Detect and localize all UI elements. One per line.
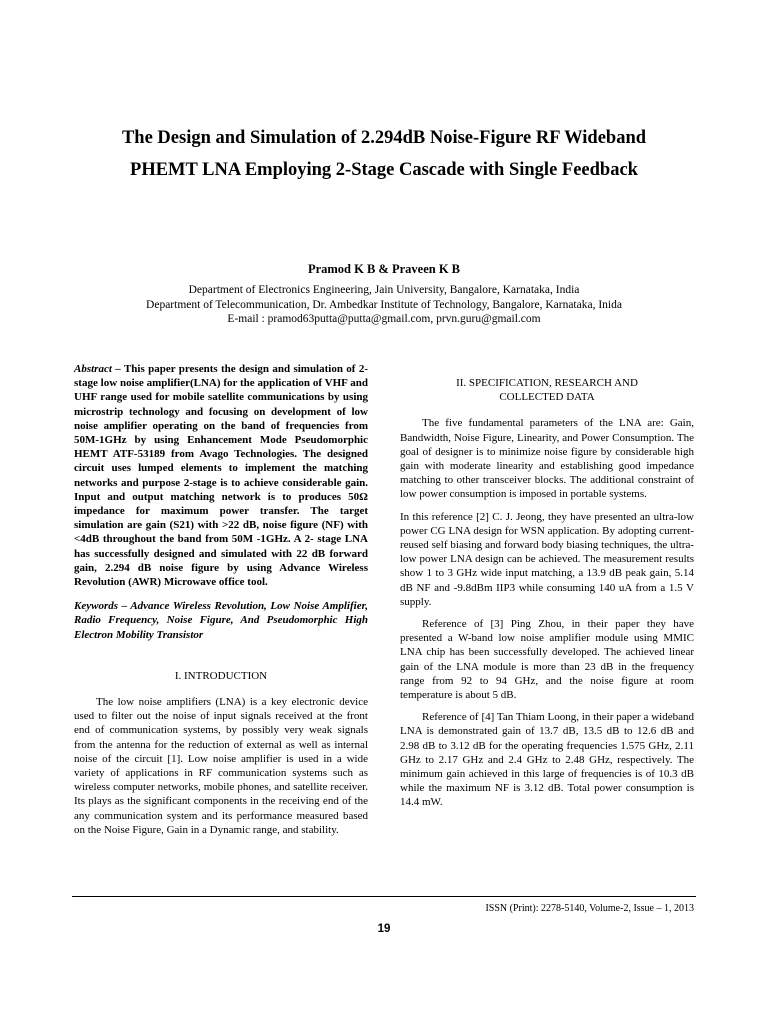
affiliations: [0, 283, 768, 327]
section-heading-line-1: II. SPECIFICATION, RESEARCH AND: [456, 377, 638, 389]
spec-paragraph-4: Reference of [4] Tan Thiam Loong, in their paper a wideband LNA is demonstrated gain of 13.7 dB, 13.5 dB to 12.6 dB and 2.98 dB to 3.12 dB for the operating frequencies 1.575 GHz, 2.11 GHz to 2.17 GHz and 2.4 GHz to 2.48 GHz, respectively. The minimum gain achieved in this large of frequencies is of 10.3 dB while the maximum NF is 3.12 dB. Total power consumption is 14.4 mW.: [400, 711, 694, 809]
title-line-2: PHEMT LNA Employing 2-Stage Cascade with Single Feedback: [130, 160, 638, 180]
abstract-text: This paper presents the design and simulation of 2-stage low noise amplifier(LNA) for the application of VHF and UHF range used for mobile satellite communications by using microstrip technology and focusing on development of low noise amplifier operating on the band of frequencies from 50M-1GHz by using Enhancement Mode Pseudomorphic HEMT ATF-53189 from Avago Technologies. The designed circuit uses lumped elements to implement the matching networks and purpose 2-stage is to achieve considerable gain. Input and output matching network is to produces 50Ω impedance for maximum power transfer. The target simulation are gain (S21) with >22 dB, noise figure (NF) with <4dB throughout the band from 50M -1GHz. A 2- stage LNA has successfully designed and simulated with 22 dB forward gain, 2.294 dB noise figure by using Advance Wireless Revolution (AWR) Microwave office tool.: [74, 363, 368, 589]
issn-footer: ISSN (Print): 2278-5140, Volume-2, Issue – 1, 2013: [485, 903, 694, 914]
spec-paragraph-1: The five fundamental parameters of the LNA are: Gain, Bandwidth, Noise Figure, Linearity, and Power Consumption. The goal of designer is to minimize noise figure by considerable high gain with moderate linearity and establishing good impedance matching to other transceiver blocks. The additional constraint of low power consumption is imposed in portable systems.: [400, 417, 694, 501]
section-heading-specification: [400, 376, 694, 404]
abstract: [74, 362, 368, 589]
authors: Pramod K B & Praveen K B: [307, 262, 461, 276]
right-column: [400, 376, 694, 810]
section-heading-line-2: COLLECTED DATA: [499, 391, 595, 404]
paper-title: [40, 122, 728, 186]
affiliation-2: Department of Telecommunication, Dr. Ambedkar Institute of Technology, Bangalore, Karnataka, Inida: [146, 298, 622, 311]
abstract-lead: Abstract –: [74, 363, 121, 375]
section-heading-introduction: I. INTRODUCTION: [174, 669, 268, 682]
left-column: [74, 362, 368, 837]
spec-paragraph-3: Reference of [3] Ping Zhou, in their paper they have presented a W-band low noise amplifier module using MMIC LNA chip has been successfully developed. The achieved linear gain of the LNA module is more than 23 dB in the frequency range from 92 to 94 GHz, and the noise figure at room temperature is about 5 dB.: [400, 618, 694, 702]
spec-paragraph-2: In this reference [2] C. J. Jeong, they have presented an ultra-low power CG LNA design for WSN application. By adopting current-reused self biasing and forward body biasing techniques, the ultra-low power LNA design can be achieved. The measurement results show 1 to 3 GHz wide input matching, a 13.9 dB peak gain, 5.14 dB NF and -9.8dBm IIP3 while consuming 140 uA from a 1.5 V supply.: [400, 510, 694, 608]
page-number: 19: [377, 923, 391, 935]
affiliation-1: Department of Electronics Engineering, Jain University, Bangalore, Karnataka, India: [188, 284, 580, 296]
footer-divider: [72, 896, 696, 897]
intro-paragraph: The low noise amplifiers (LNA) is a key electronic device used to filter out the noise of input signals received at the front end of communication systems, by possibly very weak signals from the antenna for the reduction of external as well as internal noise of the circuit [1]. Low noise amplifier is used in a wide variety of applications in RF communication systems such as wireless computer networks, mobile phones, and satellite receiver. Its plays as the significant components in the receiving end of the any communication system and its performance measured based on the Noise Figure, Gain in a Dynamic range, and stability.: [74, 696, 368, 836]
keywords: Keywords – Advance Wireless Revolution, Low Noise Amplifier, Radio Frequency, Noise Figure, And Pseudomorphic High Electron Mobility Transistor: [74, 600, 368, 641]
title-line-1: The Design and Simulation of 2.294dB Noise-Figure RF Wideband: [121, 128, 647, 148]
email-line: E-mail : pramod63putta@putta@gmail.com, prvn.guru@gmail.com: [227, 313, 541, 325]
